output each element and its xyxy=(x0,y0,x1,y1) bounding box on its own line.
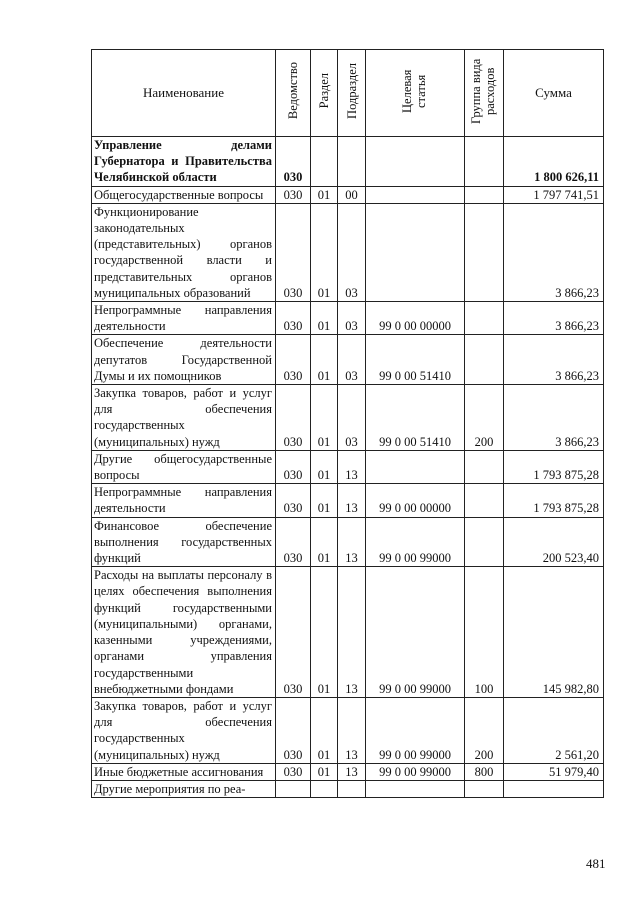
header-podrazdel: Подраздел xyxy=(338,50,366,137)
row-name: Расходы на выплаты персоналу в целях обеспечения выполнения функций государственными (муниципальными) органами, казенными учреждениями, органами управления государственными внебюджетными фондами xyxy=(92,567,276,698)
row-gruppa xyxy=(465,517,504,567)
table-row xyxy=(92,302,604,335)
row-name: Закупка товаров, работ и услуг для обеспечения государственных (муниципальных) нужд xyxy=(92,385,276,451)
row-summa: 51 979,40 xyxy=(504,763,604,780)
row-vedomstvo: 030 xyxy=(276,186,311,203)
row-summa: 200 523,40 xyxy=(504,517,604,567)
row-tselevaya-statya: 99 0 00 00000 xyxy=(366,302,465,335)
row-vedomstvo: 030 xyxy=(276,517,311,567)
header-vedomstvo: Ведомство xyxy=(276,50,311,137)
row-gruppa xyxy=(465,137,504,187)
row-gruppa xyxy=(465,335,504,385)
row-name: Закупка товаров, работ и услуг для обеспечения государственных (муниципальных) нужд xyxy=(92,697,276,763)
row-summa: 3 866,23 xyxy=(504,203,604,301)
row-podrazdel: 03 xyxy=(338,203,366,301)
row-podrazdel: 00 xyxy=(338,186,366,203)
row-gruppa: 200 xyxy=(465,697,504,763)
row-gruppa xyxy=(465,302,504,335)
row-tselevaya-statya xyxy=(366,780,465,797)
row-tselevaya-statya: 99 0 00 99000 xyxy=(366,763,465,780)
row-summa: 3 866,23 xyxy=(504,385,604,451)
row-name: Финансовое обеспечение выполнения государственных функций xyxy=(92,517,276,567)
row-tselevaya-statya: 99 0 00 99000 xyxy=(366,567,465,698)
row-gruppa: 100 xyxy=(465,567,504,698)
row-summa: 1 800 626,11 xyxy=(504,137,604,187)
row-razdel: 01 xyxy=(311,697,338,763)
row-vedomstvo: 030 xyxy=(276,484,311,517)
row-podrazdel: 03 xyxy=(338,335,366,385)
row-name: Непрограммные направления деятельности xyxy=(92,484,276,517)
row-podrazdel: 13 xyxy=(338,763,366,780)
row-tselevaya-statya: 99 0 00 99000 xyxy=(366,517,465,567)
row-razdel: 01 xyxy=(311,302,338,335)
row-summa: 145 982,80 xyxy=(504,567,604,698)
header-summa: Сумма xyxy=(504,50,604,137)
row-podrazdel: 13 xyxy=(338,517,366,567)
table-row xyxy=(92,335,604,385)
header-razdel: Раздел xyxy=(311,50,338,137)
row-summa: 2 561,20 xyxy=(504,697,604,763)
row-summa: 3 866,23 xyxy=(504,335,604,385)
row-name: Иные бюджетные ассигнования xyxy=(92,763,276,780)
row-summa: 3 866,23 xyxy=(504,302,604,335)
row-tselevaya-statya: 99 0 00 00000 xyxy=(366,484,465,517)
row-razdel: 01 xyxy=(311,567,338,698)
row-podrazdel: 13 xyxy=(338,567,366,698)
row-podrazdel xyxy=(338,780,366,797)
row-name: Другие мероприятия по реа- xyxy=(92,780,276,797)
row-tselevaya-statya xyxy=(366,450,465,483)
row-vedomstvo: 030 xyxy=(276,137,311,187)
row-razdel: 01 xyxy=(311,186,338,203)
table-header-row xyxy=(92,50,604,137)
row-podrazdel: 03 xyxy=(338,385,366,451)
row-gruppa: 200 xyxy=(465,385,504,451)
row-summa xyxy=(504,780,604,797)
row-vedomstvo: 030 xyxy=(276,385,311,451)
row-tselevaya-statya xyxy=(366,203,465,301)
row-podrazdel: 13 xyxy=(338,697,366,763)
row-vedomstvo: 030 xyxy=(276,567,311,698)
row-gruppa: 800 xyxy=(465,763,504,780)
table-row xyxy=(92,450,604,483)
row-vedomstvo: 030 xyxy=(276,302,311,335)
row-tselevaya-statya: 99 0 00 51410 xyxy=(366,385,465,451)
row-podrazdel: 13 xyxy=(338,450,366,483)
row-razdel: 01 xyxy=(311,517,338,567)
row-name: Другие общегосударственные вопросы xyxy=(92,450,276,483)
table-row xyxy=(92,203,604,301)
table-row xyxy=(92,780,604,797)
table-row xyxy=(92,567,604,698)
table-row xyxy=(92,517,604,567)
row-razdel xyxy=(311,780,338,797)
row-gruppa xyxy=(465,780,504,797)
row-vedomstvo xyxy=(276,780,311,797)
row-razdel: 01 xyxy=(311,450,338,483)
row-summa: 1 793 875,28 xyxy=(504,484,604,517)
page-number: 481 xyxy=(586,856,606,871)
row-vedomstvo: 030 xyxy=(276,697,311,763)
row-name: Управление делами Губернатора и Правительства Челябинской области xyxy=(92,137,276,187)
row-podrazdel xyxy=(338,137,366,187)
row-tselevaya-statya: 99 0 00 51410 xyxy=(366,335,465,385)
row-razdel: 01 xyxy=(311,203,338,301)
row-vedomstvo: 030 xyxy=(276,203,311,301)
row-razdel: 01 xyxy=(311,763,338,780)
row-razdel: 01 xyxy=(311,385,338,451)
row-gruppa xyxy=(465,203,504,301)
row-podrazdel: 13 xyxy=(338,484,366,517)
table-row xyxy=(92,137,604,187)
header-tselevaya-statya: Целевая статья xyxy=(366,50,465,137)
row-vedomstvo: 030 xyxy=(276,335,311,385)
row-vedomstvo: 030 xyxy=(276,450,311,483)
row-gruppa xyxy=(465,186,504,203)
row-vedomstvo: 030 xyxy=(276,763,311,780)
budget-table xyxy=(91,49,604,798)
row-tselevaya-statya: 99 0 00 99000 xyxy=(366,697,465,763)
row-gruppa xyxy=(465,484,504,517)
row-gruppa xyxy=(465,450,504,483)
row-podrazdel: 03 xyxy=(338,302,366,335)
row-razdel: 01 xyxy=(311,335,338,385)
table-row xyxy=(92,186,604,203)
table-row xyxy=(92,697,604,763)
row-name: Непрограммные направления деятельности xyxy=(92,302,276,335)
header-name: Наименование xyxy=(92,50,276,137)
row-summa: 1 797 741,51 xyxy=(504,186,604,203)
table-row xyxy=(92,385,604,451)
table-row xyxy=(92,484,604,517)
row-name: Функционирование законодательных (представительных) органов государственной власти и представительных органов муниципальных образований xyxy=(92,203,276,301)
row-name: Обеспечение деятельности депутатов Государственной Думы и их помощников xyxy=(92,335,276,385)
header-gruppa-vida-rashodov: Группа вида расходов xyxy=(465,50,504,137)
row-tselevaya-statya xyxy=(366,186,465,203)
row-razdel xyxy=(311,137,338,187)
table-row xyxy=(92,763,604,780)
row-razdel: 01 xyxy=(311,484,338,517)
row-summa: 1 793 875,28 xyxy=(504,450,604,483)
row-tselevaya-statya xyxy=(366,137,465,187)
row-name: Общегосударственные вопросы xyxy=(92,186,276,203)
